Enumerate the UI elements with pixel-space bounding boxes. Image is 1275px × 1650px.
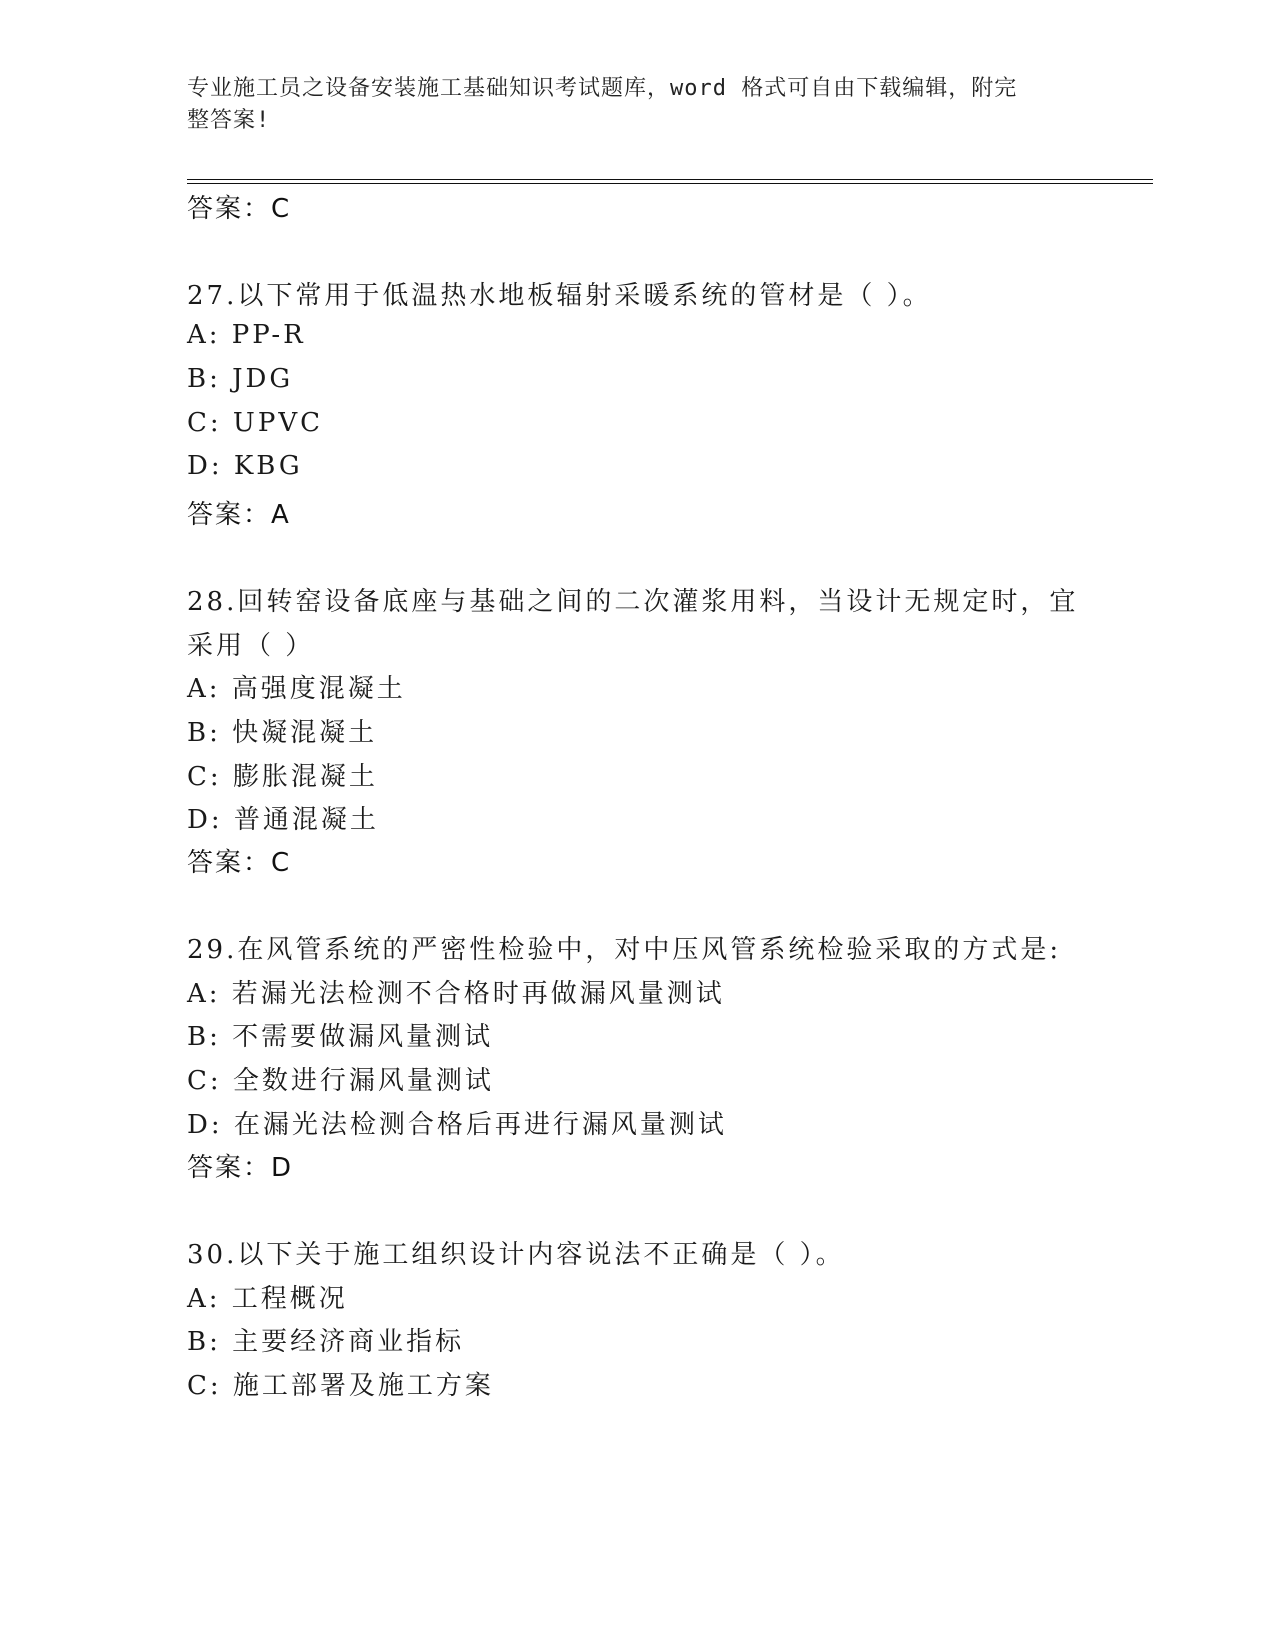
answer-label: 答案：: [187, 194, 272, 224]
question-number: 30.: [187, 1240, 238, 1270]
question-stem: [187, 275, 932, 312]
question-number: 27.: [187, 281, 238, 311]
question-text: 回转窑设备底座与基础之间的二次灌浆用料，当设计无规定时，宜: [237, 587, 1079, 617]
option-a: A: 高强度混凝土: [187, 674, 406, 704]
header-line-1: 专业施工员之设备安装施工基础知识考试题库，word 格式可自由下载编辑，附完: [187, 76, 1018, 101]
answer-value: C: [271, 848, 292, 878]
question-number: 29.: [187, 935, 238, 965]
option-b: B: 快凝混凝土: [187, 718, 378, 748]
answer-line: [187, 842, 291, 879]
option-d: D: KBG: [187, 451, 303, 481]
question-text: 在风管系统的严密性检验中，对中压风管系统检验采取的方式是:: [237, 935, 1062, 965]
answer-line: [187, 1147, 293, 1184]
option-a: A: 若漏光法检测不合格时再做漏风量测试: [187, 979, 725, 1009]
question-stem: [187, 581, 1078, 618]
answer-line: [187, 188, 291, 225]
question-stem: [187, 929, 1061, 966]
option-d: D: 普通混凝土: [187, 805, 379, 835]
option-b: B: JDG: [187, 364, 294, 394]
answer-line: [187, 494, 291, 531]
question-text: 以下关于施工组织设计内容说法不正确是（ ）。: [237, 1240, 845, 1270]
header-divider-bottom: [187, 183, 1153, 184]
question-stem: [187, 1234, 845, 1271]
question-number: 28.: [187, 587, 238, 617]
document-header: [187, 73, 1067, 137]
question-text: 以下常用于低温热水地板辐射采暖系统的管材是（ ）。: [237, 281, 932, 311]
answer-label: 答案：: [187, 1153, 272, 1183]
option-b: B: 主要经济商业指标: [187, 1327, 465, 1357]
option-d: D: 在漏光法检测合格后再进行漏风量测试: [187, 1110, 727, 1140]
answer-label: 答案：: [187, 848, 272, 878]
option-a: A: PP-R: [187, 320, 306, 350]
question-stem-continued: 采用（ ）: [187, 631, 315, 661]
option-b: B: 不需要做漏风量测试: [187, 1022, 494, 1052]
header-line-2: 整答案!: [187, 108, 271, 133]
option-c: C: UPVC: [187, 408, 323, 438]
option-a: A: 工程概况: [187, 1284, 348, 1314]
answer-label: 答案：: [187, 500, 272, 530]
option-c: C: 施工部署及施工方案: [187, 1371, 494, 1401]
header-divider-top: [187, 179, 1153, 180]
answer-value: C: [271, 194, 292, 224]
answer-value: A: [271, 500, 291, 530]
answer-value: D: [271, 1153, 294, 1183]
option-c: C: 全数进行漏风量测试: [187, 1066, 494, 1096]
option-c: C: 膨胀混凝土: [187, 762, 378, 792]
